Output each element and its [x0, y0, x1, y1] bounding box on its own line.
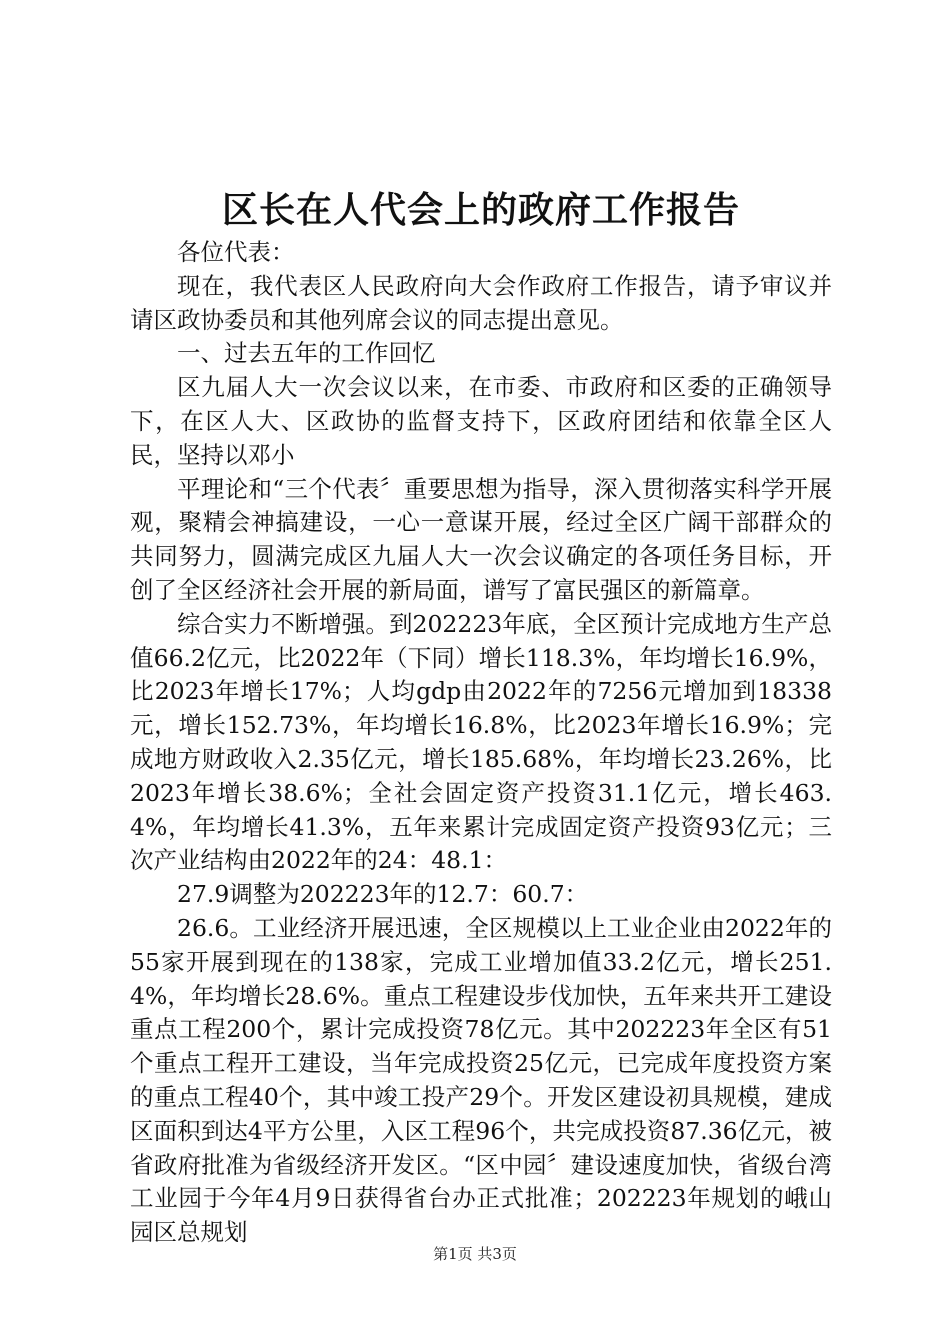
paragraph-intro: 现在，我代表区人民政府向大会作政府工作报告，请予审议并请区政协委员和其他列席会议的同志提出意见。	[130, 271, 832, 334]
document-body	[130, 236, 832, 1250]
document-title: 区长在人代会上的政府工作报告	[221, 189, 740, 231]
paragraph-review-continued: 平理论和“三个代表〞重要思想为指导，深入贯彻落实科学开展观，聚精会神搞建设，一心一意谋开展，经过全区广阔干部群众的共同努力，圆满完成区九届人大一次会议确定的各项任务目标，开创了全区经济社会开展的新局面，谱写了富民强区的新篇章。	[130, 474, 832, 604]
paragraph-structure-adjustment: 27.9调整为202223年的12.7：60.7：	[177, 880, 589, 909]
section-heading: 一、过去五年的工作回忆	[177, 339, 436, 368]
paragraph-review-start: 区九届人大一次会议以来，在市委、市政府和区委的正确领导下，在区人大、区政协的监督支持下，区政府团结和依靠全区人民，坚持以邓小	[130, 373, 832, 469]
page-footer: 第1页 共3页	[433, 1245, 517, 1263]
paragraph-salutation: 各位代表：	[177, 238, 295, 266]
paragraph-industrial-development: 26.6。工业经济开展迅速，全区规模以上工业企业由2022年的55家开展到现在的138家，完成工业增加值33.2亿元，增长251.4%，年均增长28.6%。重点工程建设步伐加快，五年来共开工建设重点工程200个，累计完成投资78亿元。其中202223年全区有51个重点工程开工建设，当年完成投资25亿元，已完成年度投资方案的重点工程40个，其中竣工投产29个。开发区建设初具规模，建成区面积到达4平方公里，入区工程96个，共完成投资87.36亿元，被省政府批准为省级经济开发区。“区中园〞建设速度加快，省级台湾工业园于今年4月9日获得省台办正式批准；202223年规划的峨山园区总规划	[130, 913, 832, 1247]
document-page	[130, 0, 832, 1344]
paragraph-economic-strength: 综合实力不断增强。到202223年底，全区预计完成地方生产总值66.2亿元，比2022年（下同）增长118.3%，年均增长16.9%，比2023年增长17%；人均gdp由2022年的7256元增加到18338元，增长152.73%，年均增长16.8%，比2023年增长16.9%；完成地方财政收入2.35亿元，增长185.68%，年均增长23.26%，比2023年增长38.6%；全社会固定资产投资31.1亿元，增长463.4%，年均增长41.3%，五年来累计完成固定资产投资93亿元；三次产业结构由2022年的24：48.1：	[130, 609, 832, 875]
